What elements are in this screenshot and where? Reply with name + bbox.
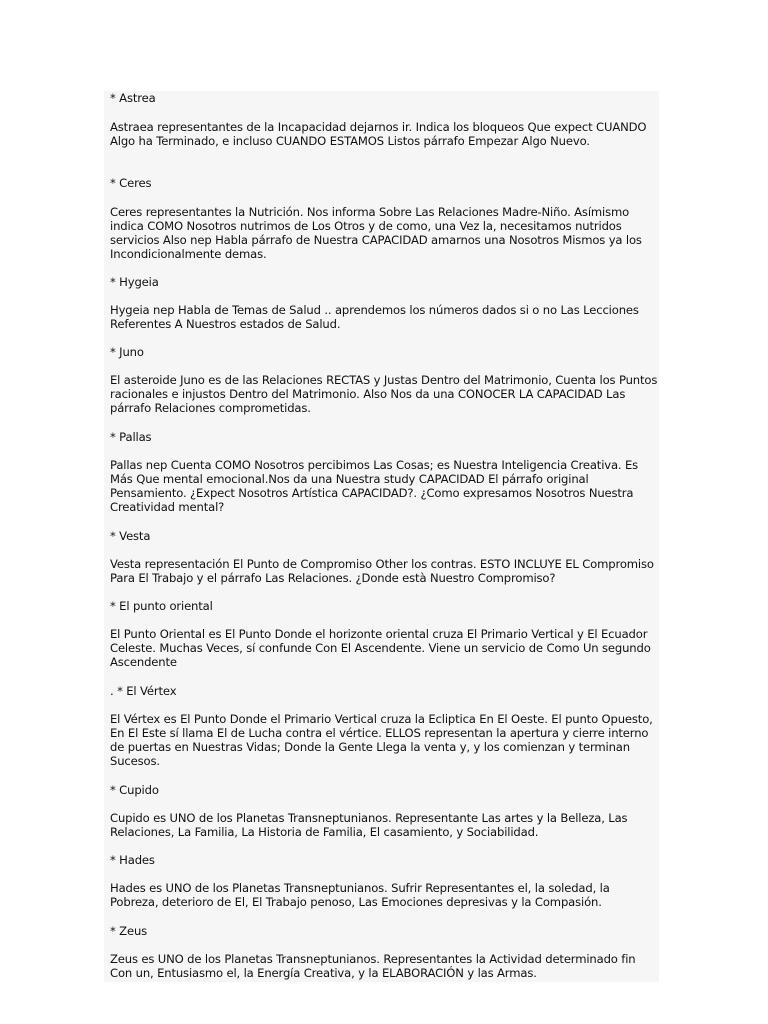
section-body-zeus: Zeus es UNO de los Planetas Transneptunianos. Representantes la Actividad determinado fin Con un, Entusiasmo el, la Energía Creativa, y la ELABORACIÓN y las Armas. (110, 952, 636, 981)
section-body-pallas: Pallas nep Cuenta COMO Nosotros percibimos Las Cosas; es Nuestra Inteligencia Creativa. Es Más Que mental emocional.Nos da una Nuestra study CAPACIDAD El párrafo original Pensamiento. ¿Expect Nosotros Artística CAPACIDAD?. ¿Como expresamos Nosotros Nuestra Creatividad mental? (110, 458, 639, 515)
section-body-vertex: El Vértex es El Punto Donde el Primario Vertical cruza la Ecliptica En El Oeste. El punto Opuesto, En El Este sí llama El de Lucha contra el vértice. ELLOS representan la apertura y cierre interno de puertas en Nuestras Vidas; Donde la Gente Llega la venta y, y los comienzan y terminan Sucesos. (110, 712, 653, 769)
section-heading-vesta: * Vesta (110, 529, 151, 543)
section-heading-hades: * Hades (110, 853, 155, 867)
document-content (104, 91, 659, 982)
section-heading-astrea: * Astrea (110, 91, 156, 105)
section-body-astrea: Astraea representantes de la Incapacidad dejarnos ir. Indica los bloqueos Que expect CUANDO Algo ha Terminado, e incluso CUANDO ESTAMOS Listos párrafo Empezar Algo Nuevo. (110, 120, 647, 149)
section-body-vesta: Vesta representación El Punto de Compromiso Other los contras. ESTO INCLUYE EL Compromiso Para El Trabajo y el párrafo Las Relaciones. ¿Donde està Nuestro Compromiso? (110, 557, 654, 586)
section-heading-cupido: * Cupido (110, 783, 159, 797)
section-body-ceres: Ceres representantes la Nutrición. Nos informa Sobre Las Relaciones Madre-Niño. Asímismo indica COMO Nosotros nutrimos de Los Otros y de como, una Vez la, necesitamos nutridos servicios Also nep Habla párrafo de Nuestra CAPACIDAD amarnos una Nosotros Mismos ya los Incondicionalmente demas. (110, 205, 642, 262)
section-body-cupido: Cupido es UNO de los Planetas Transneptunianos. Representante Las artes y la Belleza, Las Relaciones, La Familia, La Historia de Familia, El casamiento, y Sociabilidad. (110, 811, 628, 840)
section-heading-pallas: * Pallas (110, 430, 152, 444)
section-heading-ceres: * Ceres (110, 176, 152, 190)
section-body-punto-oriental: El Punto Oriental es El Punto Donde el horizonte oriental cruza El Primario Vertical y El Ecuador Celeste. Muchas Veces, sí confunde Con El Ascendente. Viene un servicio de Como Un segundo Ascendente (110, 627, 651, 670)
section-heading-vertex: . * El Vértex (110, 684, 177, 698)
section-heading-punto-oriental: * El punto oriental (110, 599, 213, 613)
section-body-hygeia: Hygeia nep Habla de Temas de Salud .. aprendemos los números dados si o no Las Lecciones Referentes A Nuestros estados de Salud. (110, 303, 639, 332)
section-heading-hygeia: * Hygeia (110, 275, 159, 289)
section-heading-juno: * Juno (110, 345, 144, 359)
section-body-hades: Hades es UNO de los Planetas Transneptunianos. Sufrir Representantes el, la soledad, la Pobreza, deterioro de El, El Trabajo penoso, Las Emociones depresivas y la Compasión. (110, 881, 610, 910)
section-body-juno: El asteroide Juno es de las Relaciones RECTAS y Justas Dentro del Matrimonio, Cuenta los Puntos racionales e injustos Dentro del Matrimonio. Also Nos da una CONOCER LA CAPACIDAD Las párrafo Relaciones comprometidas. (110, 373, 658, 416)
section-heading-zeus: * Zeus (110, 924, 148, 938)
